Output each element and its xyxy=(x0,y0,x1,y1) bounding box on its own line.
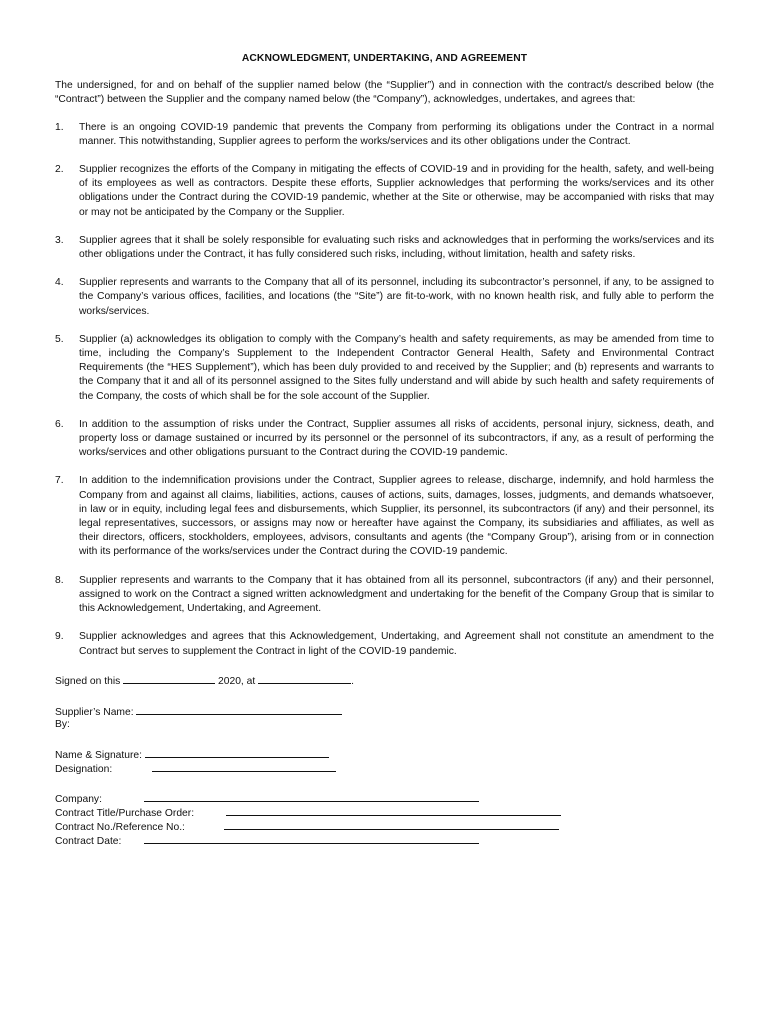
designation-label: Designation: xyxy=(55,764,113,776)
clause-text: In addition to the assumption of risks under the Contract, Supplier assumes all risks of accidents, personal injury, sickness, death, and property loss or damage sustained or incurred by its personnel or the personnel of its subcontractors, if any, as a result of performing the works/services and other obligations pursuant to the Contract during the COVID-19 pandemic. xyxy=(79,418,714,459)
clause-number: 2. xyxy=(55,164,64,176)
signatory-block xyxy=(55,747,714,775)
clause-item xyxy=(55,234,714,262)
clause-text: In addition to the indemnification provisions under the Contract, Supplier agrees to release, discharge, indemnify, and hold harmless the Company from and against all claims, liabilities, actions, causes of actions, suits, damages, losses, judgments, and demands whatsoever, in law or in equity, including legal fees and disbursements, which Supplier, its personnel, its subcontractors (if any) and their personnel, its legal representatives, successors, or assigns may now or hereafter have against the Company, its subsidiaries and affiliates, as well as their directors, officers, stockholders, employees, advisors, consultants and agents (the “Company Group”), arising from or in connection with its performance of the works/services under the Contract during the COVID-19 pandemic. xyxy=(79,475,714,558)
supplier-by-row xyxy=(55,718,714,732)
supplier-by-label: By: xyxy=(55,719,70,731)
clause-text: Supplier acknowledges and agrees that this Acknowledgement, Undertaking, and Agreement shall not constitute an amendment to the Contract but serves to supplement the Contract in light of the COVID-19 pandemic. xyxy=(79,631,714,657)
company-row xyxy=(55,791,714,805)
clause-number: 7. xyxy=(55,475,64,487)
clause-text: Supplier recognizes the efforts of the Company in mitigating the effects of COVID-19 and in providing for the health, safety, and well-being of its employees as well as contractors. Despite these efforts, Supplier acknowledges that performing the works/services and its other obligations under the Contract during the COVID-19 pandemic, whether at the Site or otherwise, may be accompanied with risks that may or may not be anticipated by the Company or the Supplier. xyxy=(79,164,714,218)
signatory-name-row xyxy=(55,747,714,761)
clause-text: Supplier represents and warrants to the Company that it has obtained from all its personnel, subcontractors (if any) and their personnel, assigned to work on the Contract a signed written acknowledgment and undertaking for the benefit of the Company Group that is similar to this Acknowledgement, Undertaking, and Agreement. xyxy=(79,574,714,615)
designation-row xyxy=(55,761,714,775)
clause-text: There is an ongoing COVID-19 pandemic that prevents the Company from performing its obligations under the Contract in a normal manner. This notwithstanding, Supplier agrees to perform the works/services and its other obligations under the Contract. xyxy=(79,121,714,147)
signed-period: . xyxy=(351,675,354,687)
clause-number: 5. xyxy=(55,333,64,345)
clause-number: 4. xyxy=(55,277,64,289)
clause-item xyxy=(55,630,714,658)
supplier-block xyxy=(55,704,714,732)
intro-paragraph: The undersigned, for and on behalf of the supplier named below (the “Supplier”) and in connection with the contract/s described below (the “Contract”) between the Supplier and the company named below (the “Company”), acknowledges, undertakes, and agrees that: xyxy=(55,80,714,106)
signed-on-line xyxy=(55,673,714,689)
supplier-name-row xyxy=(55,704,714,718)
contract-block xyxy=(55,791,714,848)
company-label: Company: xyxy=(55,793,102,805)
contract-title-label: Contract Title/Purchase Order: xyxy=(55,807,195,819)
clause-number: 1. xyxy=(55,121,64,133)
company-field[interactable] xyxy=(144,791,479,802)
clause-number: 6. xyxy=(55,418,64,430)
clause-item xyxy=(55,121,714,149)
designation-field[interactable] xyxy=(152,761,336,772)
signatory-name-label: Name & Signature: xyxy=(55,750,142,762)
clause-text: Supplier (a) acknowledges its obligation to comply with the Company’s health and safety requirements, as may be amended from time to time, including the Company’s Supplement to the Independent Contractor General Health, Safety and Environmental Contract Requirements (the “HES Supplement”), which has been duly provided to and received by the Supplier; and (b) represents and warrants to the Company that it and all of its personnel assigned to the Sites fully understand and will abide by such health and safety requirements of the Company, the costs of which shall be for the sole account of the Supplier. xyxy=(79,333,714,402)
clause-item xyxy=(55,418,714,461)
clause-item xyxy=(55,163,714,220)
signed-year-label: 2020, at xyxy=(218,675,256,687)
clause-text: Supplier represents and warrants to the Company that all of its personnel, including its subcontractor’s personnel, if any, to be assigned to the Company’s various offices, facilities, and locations (the “Site”) are fit-to-work, with no known health risk, and fully able to perform the works/services. xyxy=(79,277,714,317)
contract-number-field[interactable] xyxy=(224,819,559,830)
contract-number-row xyxy=(55,819,714,833)
supplier-name-field[interactable] xyxy=(136,704,342,715)
contract-date-row xyxy=(55,833,714,847)
signatory-name-field[interactable] xyxy=(145,747,329,758)
clause-number: 3. xyxy=(55,234,64,246)
signed-on-label: Signed on this xyxy=(55,675,121,687)
signed-place-field[interactable] xyxy=(258,673,351,684)
contract-number-label: Contract No./Reference No.: xyxy=(55,822,185,834)
clause-item xyxy=(55,574,714,617)
contract-title-field[interactable] xyxy=(226,805,561,816)
contract-date-field[interactable] xyxy=(144,833,479,844)
clause-number: 8. xyxy=(55,574,64,586)
clause-number: 9. xyxy=(55,631,64,643)
supplier-name-label: Supplier’s Name: xyxy=(55,706,134,718)
clause-item xyxy=(55,333,714,404)
signed-date-field[interactable] xyxy=(123,673,215,684)
clause-item xyxy=(55,474,714,559)
clause-item xyxy=(55,276,714,319)
document-title: ACKNOWLEDGMENT, UNDERTAKING, AND AGREEMENT xyxy=(241,53,528,64)
contract-title-row xyxy=(55,805,714,819)
clause-list xyxy=(55,121,714,659)
contract-date-label: Contract Date: xyxy=(55,836,122,848)
clause-text: Supplier agrees that it shall be solely responsible for evaluating such risks and acknowledges that in performing the works/services and its other obligations under the Contract, it has fully considered such risks, including, without limitation, health and safety risks. xyxy=(79,234,714,261)
